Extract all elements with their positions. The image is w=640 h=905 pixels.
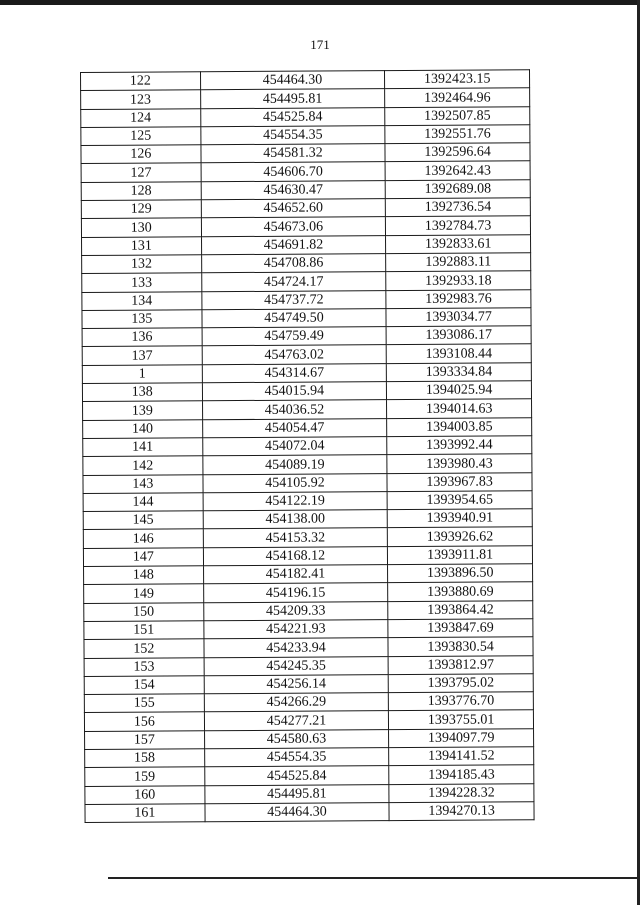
x-coordinate-cell: 454630.47 (201, 180, 386, 199)
table-row (81, 88, 530, 109)
y-coordinate-cell: 1392689.08 (385, 180, 530, 199)
table-row (81, 180, 530, 201)
point-number-cell: 160 (85, 785, 205, 804)
point-number-cell: 149 (84, 584, 204, 603)
y-coordinate-cell: 1393755.01 (389, 710, 534, 729)
table-row (85, 802, 534, 823)
point-number-cell: 146 (83, 529, 203, 548)
table-row (82, 234, 531, 255)
table-row (84, 637, 533, 658)
x-coordinate-cell: 454759.49 (202, 327, 387, 346)
y-coordinate-cell: 1392883.11 (386, 253, 531, 272)
table-row (82, 381, 531, 402)
table-row (83, 545, 532, 566)
point-number-cell: 136 (82, 328, 202, 347)
y-coordinate-cell: 1393795.02 (388, 674, 533, 693)
y-coordinate-cell: 1394025.94 (387, 381, 532, 400)
point-number-cell: 161 (85, 804, 205, 823)
y-coordinate-cell: 1393926.62 (388, 527, 533, 546)
y-coordinate-cell: 1393034.77 (386, 308, 531, 327)
table-row (82, 289, 531, 310)
point-number-cell: 122 (81, 72, 201, 91)
x-coordinate-cell: 454554.35 (204, 748, 389, 767)
y-coordinate-cell: 1392423.15 (385, 70, 530, 89)
table-row (83, 472, 532, 493)
x-coordinate-cell: 454266.29 (204, 693, 389, 712)
scan-line-bottom (108, 877, 640, 879)
table-row (83, 527, 532, 548)
y-coordinate-cell: 1393776.70 (389, 692, 534, 711)
y-coordinate-cell: 1394097.79 (389, 728, 534, 747)
point-number-cell: 157 (85, 730, 205, 749)
y-coordinate-cell: 1392784.73 (386, 216, 531, 235)
point-number-cell: 139 (83, 401, 203, 420)
x-coordinate-cell: 454089.19 (203, 455, 388, 474)
table-row (83, 509, 532, 530)
point-number-cell: 158 (85, 749, 205, 768)
y-coordinate-cell: 1392983.76 (386, 289, 531, 308)
y-coordinate-cell: 1393086.17 (386, 326, 531, 345)
table-row (82, 308, 531, 329)
table-row (82, 271, 531, 292)
x-coordinate-cell: 454277.21 (204, 711, 389, 730)
point-number-cell: 151 (84, 621, 204, 640)
y-coordinate-cell: 1392642.43 (385, 161, 530, 180)
x-coordinate-cell: 454763.02 (202, 345, 387, 364)
point-number-cell: 141 (83, 438, 203, 457)
y-coordinate-cell: 1393967.83 (387, 472, 532, 491)
x-coordinate-cell: 454221.93 (204, 620, 389, 639)
page-number: 171 (310, 37, 330, 52)
x-coordinate-cell: 454122.19 (203, 491, 388, 510)
y-coordinate-cell: 1393864.42 (388, 600, 533, 619)
table-row (85, 783, 534, 804)
y-coordinate-cell: 1392933.18 (386, 271, 531, 290)
table-row (83, 454, 532, 475)
point-number-cell: 128 (81, 182, 201, 201)
x-coordinate-cell: 454153.32 (203, 528, 388, 547)
point-number-cell: 137 (82, 346, 202, 365)
y-coordinate-cell: 1393334.84 (387, 362, 532, 381)
table-row (85, 747, 534, 768)
table-row (81, 125, 530, 146)
x-coordinate-cell: 454708.86 (201, 254, 386, 273)
point-number-cell: 154 (84, 676, 204, 695)
table-row (81, 70, 530, 91)
x-coordinate-cell: 454580.63 (204, 729, 389, 748)
point-number-cell: 126 (81, 145, 201, 164)
table-row (82, 253, 531, 274)
table-row (84, 582, 533, 603)
point-number-cell: 125 (81, 127, 201, 146)
point-number-cell: 127 (81, 163, 201, 182)
point-number-cell: 142 (83, 456, 203, 475)
table-row (84, 674, 533, 695)
y-coordinate-cell: 1393108.44 (386, 344, 531, 363)
point-number-cell: 123 (81, 90, 201, 109)
coordinates-table (80, 69, 535, 823)
x-coordinate-cell: 454182.41 (203, 565, 388, 584)
y-coordinate-cell: 1394014.63 (387, 399, 532, 418)
point-number-cell: 131 (82, 236, 202, 255)
table-row (81, 143, 530, 164)
x-coordinate-cell: 454314.67 (202, 363, 387, 382)
x-coordinate-cell: 454209.33 (203, 601, 388, 620)
y-coordinate-cell: 1394141.52 (389, 747, 534, 766)
y-coordinate-cell: 1393980.43 (387, 454, 532, 473)
point-number-cell: 152 (84, 639, 204, 658)
table-row (82, 344, 531, 365)
y-coordinate-cell: 1394003.85 (387, 417, 532, 436)
x-coordinate-cell: 454691.82 (201, 235, 386, 254)
table-row (82, 326, 531, 347)
y-coordinate-cell: 1393847.69 (388, 619, 533, 638)
x-coordinate-cell: 454495.81 (205, 784, 390, 803)
x-coordinate-cell: 454554.35 (201, 126, 386, 145)
y-coordinate-cell: 1392464.96 (385, 88, 530, 107)
x-coordinate-cell: 454673.06 (201, 217, 386, 236)
x-coordinate-cell: 454724.17 (201, 272, 386, 291)
point-number-cell: 150 (84, 602, 204, 621)
point-number-cell: 130 (81, 218, 201, 237)
x-coordinate-cell: 454464.30 (205, 802, 390, 821)
x-coordinate-cell: 454138.00 (203, 510, 388, 529)
table-row (81, 216, 530, 237)
y-coordinate-cell: 1393911.81 (388, 545, 533, 564)
y-coordinate-cell: 1393940.91 (387, 509, 532, 528)
point-number-cell: 143 (83, 474, 203, 493)
y-coordinate-cell: 1393880.69 (388, 582, 533, 601)
point-number-cell: 133 (82, 273, 202, 292)
table-row (84, 710, 533, 731)
point-number-cell: 132 (82, 255, 202, 274)
x-coordinate-cell: 454464.30 (200, 71, 385, 90)
x-coordinate-cell: 454196.15 (203, 583, 388, 602)
point-number-cell: 145 (83, 511, 203, 530)
point-number-cell: 138 (82, 383, 202, 402)
coordinates-table-body (81, 70, 535, 823)
table-row (84, 600, 533, 621)
y-coordinate-cell: 1392551.76 (385, 125, 530, 144)
x-coordinate-cell: 454652.60 (201, 199, 386, 218)
table-row (81, 161, 530, 182)
point-number-cell: 124 (81, 108, 201, 127)
x-coordinate-cell: 454606.70 (201, 162, 386, 181)
point-number-cell: 1 (82, 365, 202, 384)
x-coordinate-cell: 454525.84 (204, 766, 389, 785)
point-number-cell: 135 (82, 310, 202, 329)
x-coordinate-cell: 454495.81 (200, 89, 385, 108)
x-coordinate-cell: 454015.94 (202, 382, 387, 401)
table-row (83, 491, 532, 512)
y-coordinate-cell: 1394228.32 (389, 783, 534, 802)
x-coordinate-cell: 454525.84 (200, 107, 385, 126)
point-number-cell: 153 (84, 657, 204, 676)
y-coordinate-cell: 1393896.50 (388, 564, 533, 583)
table-row (83, 399, 532, 420)
point-number-cell: 140 (83, 419, 203, 438)
table-row (84, 619, 533, 640)
x-coordinate-cell: 454737.72 (202, 290, 387, 309)
x-coordinate-cell: 454105.92 (203, 473, 388, 492)
table-row (81, 106, 530, 127)
table-row (84, 692, 533, 713)
x-coordinate-cell: 454256.14 (204, 674, 389, 693)
point-number-cell: 144 (83, 493, 203, 512)
scan-edge-top (0, 0, 640, 5)
y-coordinate-cell: 1393812.97 (388, 655, 533, 674)
y-coordinate-cell: 1392507.85 (385, 106, 530, 125)
point-number-cell: 129 (81, 200, 201, 219)
x-coordinate-cell: 454072.04 (202, 437, 387, 456)
table-row (82, 362, 531, 383)
table-row (84, 655, 533, 676)
table-row (81, 198, 530, 219)
x-coordinate-cell: 454054.47 (202, 418, 387, 437)
y-coordinate-cell: 1392596.64 (385, 143, 530, 162)
x-coordinate-cell: 454168.12 (203, 546, 388, 565)
point-number-cell: 134 (82, 291, 202, 310)
point-number-cell: 156 (84, 712, 204, 731)
y-coordinate-cell: 1392736.54 (386, 198, 531, 217)
x-coordinate-cell: 454581.32 (201, 144, 386, 163)
y-coordinate-cell: 1394270.13 (389, 802, 534, 821)
point-number-cell: 148 (84, 566, 204, 585)
point-number-cell: 155 (84, 694, 204, 713)
table-row (83, 417, 532, 438)
table-row (83, 436, 532, 457)
table-row (85, 728, 534, 749)
y-coordinate-cell: 1393992.44 (387, 436, 532, 455)
x-coordinate-cell: 454036.52 (202, 400, 387, 419)
y-coordinate-cell: 1392833.61 (386, 234, 531, 253)
y-coordinate-cell: 1393830.54 (388, 637, 533, 656)
table-row (84, 564, 533, 585)
x-coordinate-cell: 454749.50 (202, 308, 387, 327)
table-row (85, 765, 534, 786)
x-coordinate-cell: 454233.94 (204, 638, 389, 657)
x-coordinate-cell: 454245.35 (204, 656, 389, 675)
y-coordinate-cell: 1394185.43 (389, 765, 534, 784)
point-number-cell: 159 (85, 767, 205, 786)
y-coordinate-cell: 1393954.65 (387, 491, 532, 510)
point-number-cell: 147 (83, 547, 203, 566)
